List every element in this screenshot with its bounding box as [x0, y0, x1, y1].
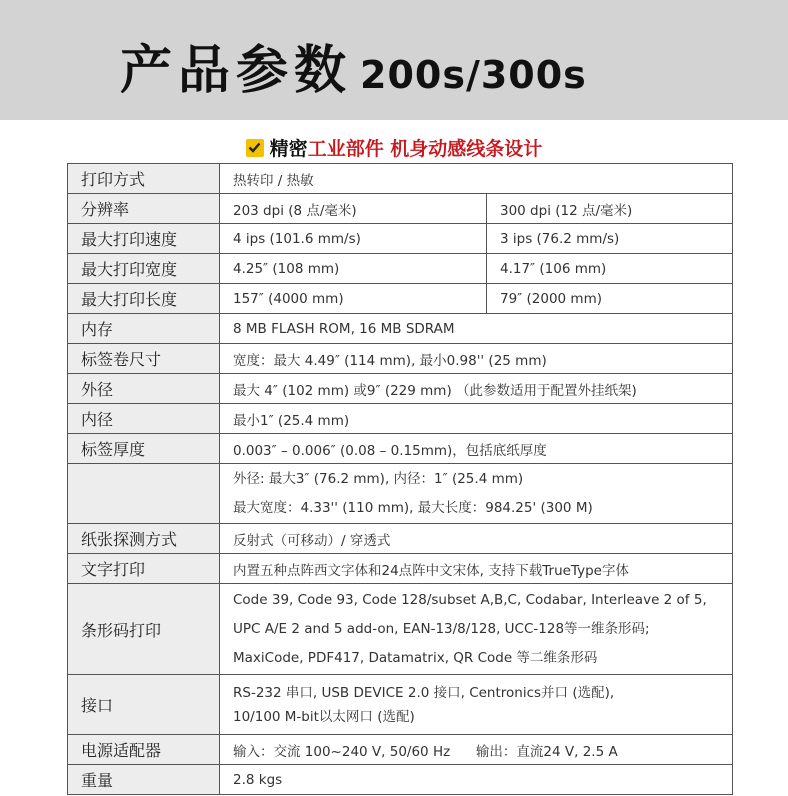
row-label: 重量 — [68, 765, 220, 795]
row-value: 反射式（可移动）/ 穿透式 — [220, 524, 733, 554]
table-row — [68, 404, 733, 434]
table-row — [68, 194, 733, 224]
row-label: 打印方式 — [68, 164, 220, 194]
row-value: 2.8 kgs — [220, 765, 733, 795]
table-row — [68, 254, 733, 284]
table-row — [68, 164, 733, 194]
title-text: 产品参数 — [120, 40, 353, 101]
page-title — [120, 28, 587, 101]
value-line: Code 39, Code 93, Code 128/subset A,B,C, Codabar, Interleave 2 of 5, — [233, 591, 707, 608]
row-value-200: 157″ (4000 mm) — [220, 284, 487, 314]
row-label — [68, 464, 220, 524]
row-value-200: 4 ips (101.6 mm/s) — [220, 224, 487, 254]
table-row — [68, 314, 733, 344]
subtitle-part2: 工业部件 机身动感线条设计 — [307, 138, 543, 160]
row-value: 输入：交流 100~240 V, 50/60 Hz 输出：直流24 V, 2.5 A — [220, 735, 733, 765]
row-value — [220, 675, 733, 735]
row-value-200: 203 dpi (8 点/毫米) — [220, 194, 487, 224]
table-row — [68, 284, 733, 314]
row-value: 宽度：最大 4.49″ (114 mm), 最小0.98'' (25 mm) — [220, 344, 733, 374]
row-label: 最大打印速度 — [68, 224, 220, 254]
row-label: 标签卷尺寸 — [68, 344, 220, 374]
table-row — [68, 224, 733, 254]
value-line: 外径: 最大3″ (76.2 mm), 内径：1″ (25.4 mm) — [233, 470, 524, 487]
table-row — [68, 374, 733, 404]
subtitle — [0, 134, 788, 161]
row-label: 最大打印宽度 — [68, 254, 220, 284]
row-value — [220, 584, 733, 675]
row-label: 最大打印长度 — [68, 284, 220, 314]
row-label: 接口 — [68, 675, 220, 735]
model-text: 200s/300s — [360, 53, 587, 97]
table-row — [68, 554, 733, 584]
row-label: 外径 — [68, 374, 220, 404]
table-row — [68, 675, 733, 735]
row-value: 热转印 / 热敏 — [220, 164, 733, 194]
row-value-300: 79″ (2000 mm) — [487, 284, 733, 314]
check-icon — [246, 139, 264, 157]
table-row — [68, 524, 733, 554]
table-row — [68, 344, 733, 374]
table-row — [68, 464, 733, 524]
subtitle-part1: 精密 — [269, 138, 308, 160]
table-row — [68, 584, 733, 675]
row-label: 纸张探测方式 — [68, 524, 220, 554]
row-value-200: 4.25″ (108 mm) — [220, 254, 487, 284]
row-label: 内径 — [68, 404, 220, 434]
value-line: RS-232 串口, USB DEVICE 2.0 接口, Centronics并口 (选配), — [233, 684, 615, 701]
row-label: 电源适配器 — [68, 735, 220, 765]
row-label: 分辨率 — [68, 194, 220, 224]
value-line: MaxiCode, PDF417, Datamatrix, QR Code 等二维条形码 — [233, 649, 598, 666]
row-label: 内存 — [68, 314, 220, 344]
table-row — [68, 765, 733, 795]
value-line: 最大宽度：4.33'' (110 mm), 最大长度：984.25' (300 M) — [233, 499, 593, 516]
row-value: 8 MB FLASH ROM, 16 MB SDRAM — [220, 314, 733, 344]
row-value: 最小1″ (25.4 mm) — [220, 404, 733, 434]
row-label: 文字打印 — [68, 554, 220, 584]
row-value: 最大 4″ (102 mm) 或9″ (229 mm) （此参数适用于配置外挂纸架) — [220, 374, 733, 404]
value-line: 10/100 M-bit以太网口 (选配) — [233, 708, 415, 725]
table-row — [68, 434, 733, 464]
row-value-300: 300 dpi (12 点/毫米) — [487, 194, 733, 224]
row-label: 条形码打印 — [68, 584, 220, 675]
row-label: 标签厚度 — [68, 434, 220, 464]
header-banner — [0, 0, 788, 120]
row-value: 0.003″ – 0.006″ (0.08 – 0.15mm)，包括底纸厚度 — [220, 434, 733, 464]
spec-table — [67, 163, 733, 795]
row-value — [220, 464, 733, 524]
table-row — [68, 735, 733, 765]
row-value-300: 4.17″ (106 mm) — [487, 254, 733, 284]
row-value: 内置五种点阵西文字体和24点阵中文宋体, 支持下载TrueType字体 — [220, 554, 733, 584]
value-line: UPC A/E 2 and 5 add-on, EAN-13/8/128, UCC-128等一维条形码; — [233, 620, 650, 637]
row-value-300: 3 ips (76.2 mm/s) — [487, 224, 733, 254]
